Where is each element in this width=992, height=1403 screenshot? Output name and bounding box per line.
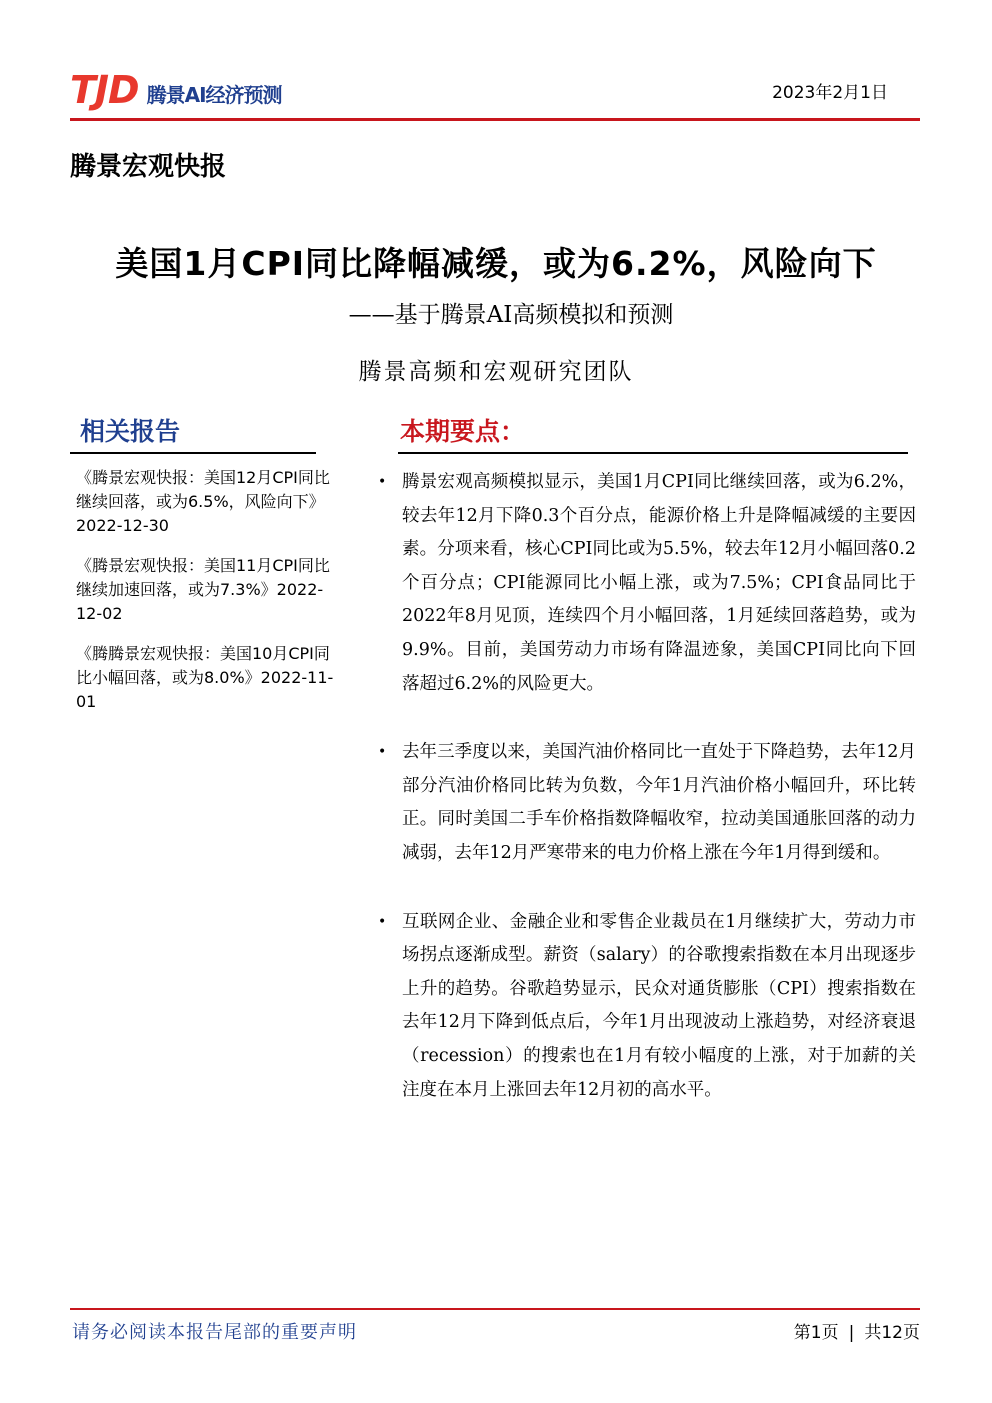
related-reports-list <box>76 466 338 730</box>
footer-divider <box>70 1308 920 1310</box>
report-subtitle: ——基于腾景AI高频模拟和预测 <box>348 302 674 328</box>
key-point-item <box>376 736 916 870</box>
key-points-heading: 本期要点： <box>400 417 526 446</box>
key-point-item <box>376 466 916 701</box>
bullet-icon: • <box>378 913 387 930</box>
logo-name: 腾景AI经济预测 <box>146 82 282 107</box>
series-title: 腾景宏观快报 <box>70 152 227 182</box>
logo <box>70 70 282 110</box>
current-page: 第1页 <box>793 1323 839 1343</box>
related-reports-divider <box>70 452 316 454</box>
author-team: 腾景高频和宏观研究团队 <box>358 359 634 385</box>
key-point-item <box>376 906 916 1108</box>
related-reports-heading: 相关报告 <box>80 417 181 446</box>
related-report-item[interactable]: 《腾腾景宏观快报：美国10月CPI同比小幅回落，或为8.0%》2022-11-01 <box>76 644 334 711</box>
key-points-divider <box>398 452 908 454</box>
report-date: 2023年2月1日 <box>772 83 888 103</box>
page-separator: | <box>848 1323 855 1343</box>
bullet-icon: • <box>378 474 387 490</box>
page-indicator <box>794 1318 920 1343</box>
related-report-item[interactable]: 《腾景宏观快报：美国11月CPI同比继续加速回落，或为7.3%》2022-12-02 <box>76 556 330 623</box>
key-point-text: 互联网企业、金融企业和零售企业裁员在1月继续扩大，劳动力市场拐点逐渐成型。薪资（salary）的谷歌搜索指数在本月出现逐步上升的趋势。谷歌趋势显示，民众对通货膨胀（CPI）搜索指数在去年12月下降到低点后，今年1月出现波动上涨趋势，对经济衰退（recession）的搜索也在1月有较小幅度的上涨，对于加薪的关注度在本月上涨回去年12月初的高水平。 <box>402 911 916 1100</box>
key-point-text: 去年三季度以来，美国汽油价格同比一直处于下降趋势，去年12月部分汽油价格同比转为负数，今年1月汽油价格小幅回升，环比转正。同时美国二手车价格指数降幅收窄，拉动美国通胀回落的动力减弱，去年12月严寒带来的电力价格上涨在今年1月得到缓和。 <box>402 742 916 863</box>
total-pages: 共12页 <box>864 1323 920 1343</box>
disclaimer-note: 请务必阅读本报告尾部的重要声明 <box>72 1322 357 1343</box>
key-point-text: 腾景宏观高频模拟显示，美国1月CPI同比继续回落，或为6.2%，较去年12月下降0.3个百分点，能源价格上升是降幅减缓的主要因素。分项来看，核心CPI同比或为5.5%，较去年12月小幅回落0.2个百分点；CPI能源同比小幅上涨，或为7.5%；CPI食品同比于2022年8月见顶，连续四个月小幅回落，1月延续回落趋势，或为9.9%。目前，美国劳动力市场有降温迹象，美国CPI同比向下回落超过6.2%的风险更大。 <box>402 472 916 694</box>
related-report-item[interactable]: 《腾景宏观快报：美国12月CPI同比继续回落，或为6.5%，风险向下》2022-12-30 <box>76 468 330 535</box>
report-title: 美国1月CPI同比降幅减缓，或为6.2%，风险向下 <box>115 244 877 283</box>
bullet-icon: • <box>378 744 387 761</box>
logo-mark: TJD <box>70 68 139 112</box>
key-points-list <box>376 466 916 1142</box>
header-divider <box>70 118 920 121</box>
